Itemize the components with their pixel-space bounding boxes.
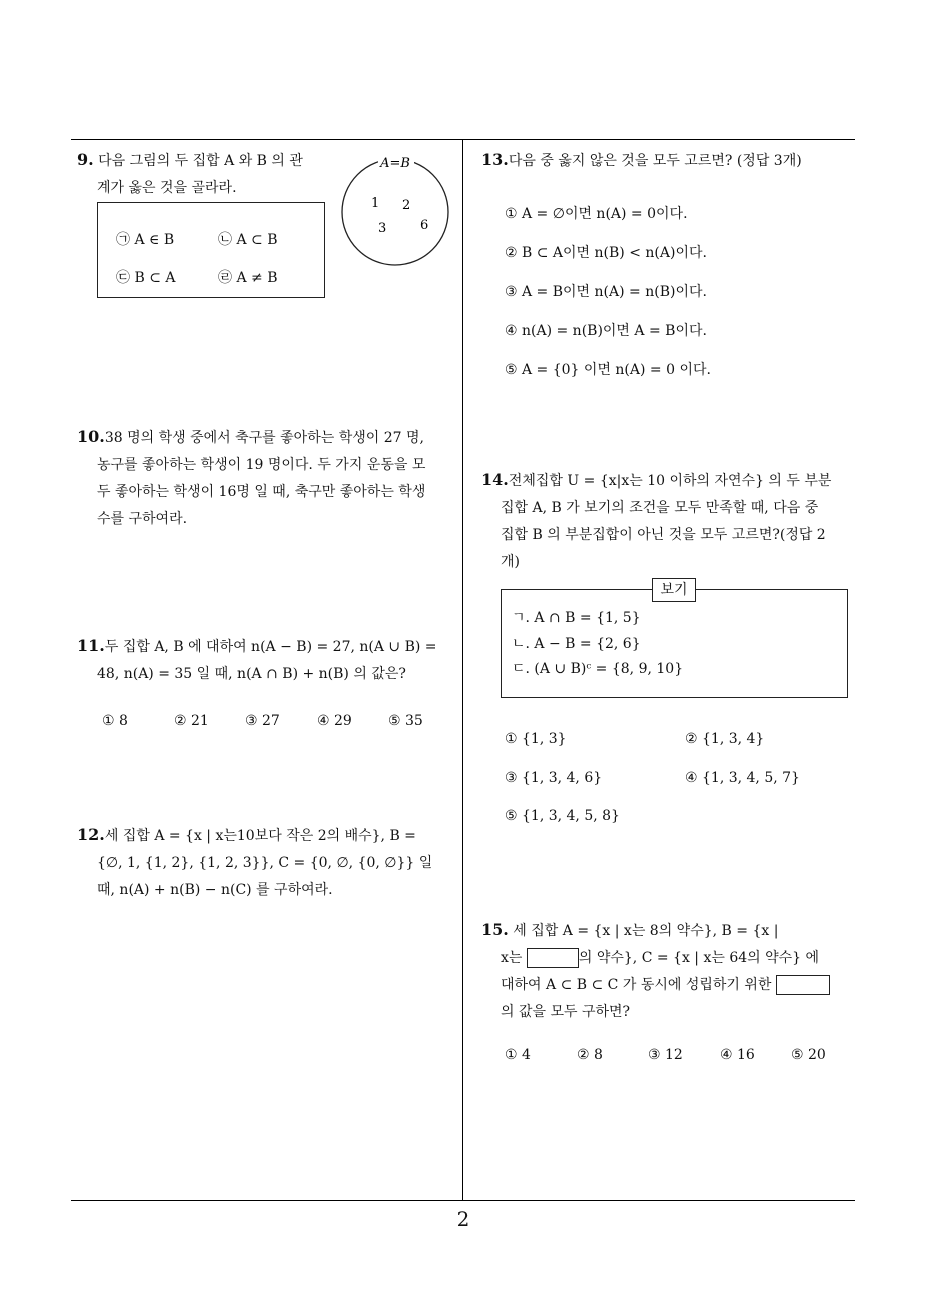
option-4[interactable]: ④ {1, 3, 4, 5, 7} (685, 770, 800, 786)
question-text: 전체집합 U = {x|x는 10 이하의 자연수} 의 두 부분 (508, 473, 832, 489)
question-text: 의 값을 모두 구하면? (501, 1004, 631, 1020)
option-3[interactable]: ③ A = B이면 n(A) = n(B)이다. (505, 284, 707, 300)
question-text: 계가 옳은 것을 골라라. (97, 180, 237, 196)
choice-item: ㉡ A ⊂ B (218, 232, 278, 248)
question-11 (77, 632, 457, 688)
option-4[interactable]: ④ n(A) = n(B)이면 A = B이다. (505, 323, 707, 339)
option-2[interactable]: ② 8 (577, 1047, 603, 1063)
option-4[interactable]: ④ 16 (720, 1047, 755, 1063)
question-number: 15. (481, 920, 509, 939)
options-grid (505, 731, 845, 831)
condition-item: ㄷ. (A ∪ B)ᶜ = {8, 9, 10} (512, 661, 684, 677)
venn-element: 1 (371, 196, 380, 211)
question-number: 14. (481, 470, 509, 489)
option-5[interactable]: ⑤ A = {0} 이면 n(A) = 0 이다. (505, 362, 711, 378)
venn-label: A=B (380, 156, 410, 171)
question-text: {∅, 1, {1, 2}, {1, 2, 3}}, C = {0, ∅, {0, ∅}} 일 (97, 855, 433, 871)
choice-box (97, 202, 325, 298)
option-5[interactable]: ⑤ {1, 3, 4, 5, 8} (505, 808, 620, 824)
question-12 (77, 821, 457, 904)
options-row (102, 713, 452, 733)
question-text: 두 집합 A, B 에 대하여 n(A − B) = 27, n(A ∪ B) = (104, 639, 437, 655)
question-13 (481, 146, 851, 175)
option-2[interactable]: ② 21 (174, 713, 209, 729)
option-2[interactable]: ② {1, 3, 4} (685, 731, 765, 747)
condition-box (501, 589, 848, 698)
venn-diagram (338, 152, 458, 272)
question-text: 세 집합 A = {x | x는10보다 작은 2의 배수}, B = (104, 828, 416, 844)
column-divider (462, 139, 463, 1201)
question-15 (481, 916, 859, 1026)
option-4[interactable]: ④ 29 (317, 713, 352, 729)
option-2[interactable]: ② B ⊂ A이면 n(B) < n(A)이다. (505, 245, 707, 261)
question-text: 집합 B 의 부분집합이 아닌 것을 모두 고르면?(정답 2 (501, 527, 826, 543)
box-title: 보기 (652, 578, 696, 602)
choice-item: ㉠ A ∈ B (116, 232, 175, 248)
question-text: 대하여 A ⊂ B ⊂ C 가 동시에 성립하기 위한 (501, 977, 772, 993)
page-number: 2 (456, 1207, 470, 1231)
option-5[interactable]: ⑤ 20 (791, 1047, 826, 1063)
question-number: 13. (481, 150, 509, 169)
question-text: x는 (501, 950, 523, 966)
option-1[interactable]: ① 4 (505, 1047, 531, 1063)
question-10 (77, 423, 457, 533)
question-text: 농구를 좋아하는 학생이 19 명이다. 두 가지 운동을 모 (97, 457, 426, 473)
question-14 (481, 466, 859, 576)
question-text: 집합 A, B 가 보기의 조건을 모두 만족할 때, 다음 중 (501, 500, 819, 516)
question-text: 의 약수}, C = {x | x는 64의 약수} 에 (578, 950, 820, 966)
question-text: 수를 구하여라. (97, 511, 188, 527)
condition-item: ㄴ. A − B = {2, 6} (512, 636, 641, 652)
answer-blank (527, 948, 579, 968)
question-text: 두 좋아하는 학생이 16명 일 때, 축구만 좋아하는 학생 (97, 484, 426, 500)
question-number: 9. (77, 150, 94, 169)
option-3[interactable]: ③ 27 (245, 713, 280, 729)
question-text: 38 명의 학생 중에서 축구를 좋아하는 학생이 27 명, (104, 430, 424, 446)
question-number: 10. (77, 427, 105, 446)
venn-element: 6 (420, 218, 429, 233)
venn-element: 2 (402, 198, 411, 213)
choice-item: ㉣ A ≠ B (218, 270, 278, 286)
question-text: 세 집합 A = {x | x는 8의 약수}, B = {x | (513, 923, 779, 939)
option-1[interactable]: ① 8 (102, 713, 128, 729)
question-text: 48, n(A) = 35 일 때, n(A ∩ B) + n(B) 의 값은? (97, 666, 406, 682)
question-text: 개) (501, 554, 520, 570)
condition-item: ㄱ. A ∩ B = {1, 5} (512, 610, 641, 626)
question-text: 다음 중 옳지 않은 것을 모두 고르면? (정답 3개) (508, 153, 802, 169)
option-1[interactable]: ① A = ∅이면 n(A) = 0이다. (505, 206, 688, 222)
question-number: 11. (77, 636, 105, 655)
question-9 (77, 146, 337, 202)
top-rule (71, 139, 855, 140)
bottom-rule (71, 1200, 855, 1201)
option-3[interactable]: ③ {1, 3, 4, 6} (505, 770, 603, 786)
options-row (505, 1047, 855, 1067)
option-5[interactable]: ⑤ 35 (388, 713, 423, 729)
question-text: 다음 그림의 두 집합 A 와 B 의 관 (98, 153, 303, 169)
options-list (505, 203, 845, 398)
question-number: 12. (77, 825, 105, 844)
answer-blank (776, 975, 830, 995)
choice-item: ㉢ B ⊂ A (116, 270, 176, 286)
venn-element: 3 (378, 221, 387, 236)
option-1[interactable]: ① {1, 3} (505, 731, 567, 747)
question-text: 때, n(A) + n(B) − n(C) 를 구하여라. (97, 882, 333, 898)
option-3[interactable]: ③ 12 (648, 1047, 683, 1063)
